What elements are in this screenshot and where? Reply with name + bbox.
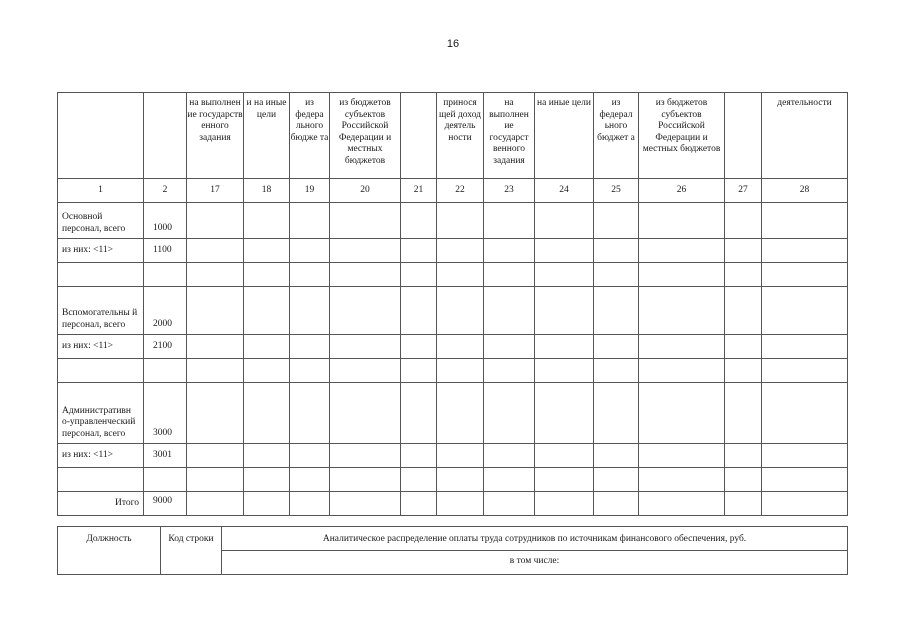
data-cell[interactable] xyxy=(401,239,437,263)
row-label xyxy=(58,263,144,287)
column-header xyxy=(58,93,144,179)
data-cell[interactable] xyxy=(535,383,594,444)
column-number-row xyxy=(58,179,848,203)
data-cell[interactable] xyxy=(330,263,401,287)
column-number: 28 xyxy=(762,179,848,203)
data-cell[interactable] xyxy=(762,468,848,492)
column-number: 17 xyxy=(187,179,244,203)
column-header: на выполнен ие государст венного задания xyxy=(484,93,535,179)
data-cell[interactable] xyxy=(639,492,725,516)
payroll-distribution-table xyxy=(57,92,848,516)
including-header: в том числе: xyxy=(222,551,848,575)
data-cell[interactable] xyxy=(639,239,725,263)
row-code: 3000 xyxy=(144,383,187,444)
data-cell[interactable] xyxy=(290,263,330,287)
row-label xyxy=(58,359,144,383)
position-column-header: Должность xyxy=(58,527,161,575)
row-label: из них: <11> xyxy=(58,335,144,359)
data-cell[interactable] xyxy=(594,383,639,444)
row-code xyxy=(144,359,187,383)
data-cell[interactable] xyxy=(437,263,484,287)
column-header xyxy=(401,93,437,179)
data-cell[interactable] xyxy=(187,492,244,516)
data-cell[interactable] xyxy=(484,492,535,516)
total-label: Итого xyxy=(58,492,144,516)
column-number: 27 xyxy=(725,179,762,203)
data-cell[interactable] xyxy=(401,203,437,239)
column-number: 22 xyxy=(437,179,484,203)
data-cell[interactable] xyxy=(330,287,401,335)
data-cell[interactable] xyxy=(401,263,437,287)
data-cell[interactable] xyxy=(330,383,401,444)
data-cell[interactable] xyxy=(330,468,401,492)
page-number: 16 xyxy=(446,38,460,50)
data-cell[interactable] xyxy=(244,383,290,444)
column-number: 26 xyxy=(639,179,725,203)
table-row xyxy=(58,239,848,263)
data-cell[interactable] xyxy=(725,492,762,516)
data-cell[interactable] xyxy=(290,383,330,444)
data-cell[interactable] xyxy=(244,239,290,263)
column-number: 20 xyxy=(330,179,401,203)
data-cell[interactable] xyxy=(535,335,594,359)
data-cell[interactable] xyxy=(437,468,484,492)
data-cell[interactable] xyxy=(437,383,484,444)
data-cell[interactable] xyxy=(594,287,639,335)
column-header-row xyxy=(58,93,848,179)
data-cell[interactable] xyxy=(187,287,244,335)
data-cell[interactable] xyxy=(725,359,762,383)
table-row xyxy=(58,203,848,239)
data-cell[interactable] xyxy=(437,359,484,383)
data-cell[interactable] xyxy=(290,203,330,239)
data-cell[interactable] xyxy=(484,203,535,239)
data-cell[interactable] xyxy=(484,444,535,468)
data-cell[interactable] xyxy=(330,239,401,263)
data-cell[interactable] xyxy=(535,203,594,239)
column-header: деятельности xyxy=(762,93,848,179)
column-number: 18 xyxy=(244,179,290,203)
data-cell[interactable] xyxy=(290,359,330,383)
column-number: 19 xyxy=(290,179,330,203)
data-cell[interactable] xyxy=(762,263,848,287)
data-cell[interactable] xyxy=(401,492,437,516)
data-cell[interactable] xyxy=(762,239,848,263)
data-cell[interactable] xyxy=(484,335,535,359)
data-cell[interactable] xyxy=(244,444,290,468)
data-cell[interactable] xyxy=(187,263,244,287)
data-cell[interactable] xyxy=(484,383,535,444)
column-header xyxy=(144,93,187,179)
row-code-column-header: Код строки xyxy=(161,527,222,575)
data-cell[interactable] xyxy=(762,203,848,239)
data-cell[interactable] xyxy=(762,383,848,444)
data-cell[interactable] xyxy=(401,359,437,383)
column-header: из федерал ьного бюджет а xyxy=(594,93,639,179)
data-cell[interactable] xyxy=(639,335,725,359)
data-cell[interactable] xyxy=(437,239,484,263)
data-cell[interactable] xyxy=(725,287,762,335)
data-cell[interactable] xyxy=(594,359,639,383)
data-cell[interactable] xyxy=(725,468,762,492)
data-cell[interactable] xyxy=(639,359,725,383)
row-label: из них: <11> xyxy=(58,239,144,263)
data-cell[interactable] xyxy=(594,203,639,239)
data-cell[interactable] xyxy=(290,335,330,359)
total-row xyxy=(58,492,848,516)
data-cell[interactable] xyxy=(401,383,437,444)
data-cell[interactable] xyxy=(725,239,762,263)
data-cell[interactable] xyxy=(535,287,594,335)
data-cell[interactable] xyxy=(244,468,290,492)
table-row xyxy=(58,359,848,383)
column-header: из бюджетов субъектов Российской Федерации и местных бюджетов xyxy=(639,93,725,179)
data-cell[interactable] xyxy=(639,468,725,492)
data-cell[interactable] xyxy=(484,287,535,335)
data-cell[interactable] xyxy=(725,383,762,444)
data-cell[interactable] xyxy=(594,335,639,359)
table-row xyxy=(58,263,848,287)
table-row xyxy=(58,383,848,444)
data-cell[interactable] xyxy=(330,359,401,383)
table-row xyxy=(58,444,848,468)
column-header: и на иные цели xyxy=(244,93,290,179)
data-cell[interactable] xyxy=(594,492,639,516)
data-cell[interactable] xyxy=(290,468,330,492)
data-cell[interactable] xyxy=(594,239,639,263)
data-cell[interactable] xyxy=(244,263,290,287)
data-cell[interactable] xyxy=(290,444,330,468)
data-cell[interactable] xyxy=(594,263,639,287)
data-cell[interactable] xyxy=(401,287,437,335)
data-cell[interactable] xyxy=(244,492,290,516)
row-label: Основной персонал, всего xyxy=(58,203,144,239)
data-cell[interactable] xyxy=(484,359,535,383)
data-cell[interactable] xyxy=(187,359,244,383)
data-cell[interactable] xyxy=(535,444,594,468)
data-cell[interactable] xyxy=(762,492,848,516)
data-cell[interactable] xyxy=(187,239,244,263)
data-cell[interactable] xyxy=(725,263,762,287)
row-code: 3001 xyxy=(144,444,187,468)
data-cell[interactable] xyxy=(762,335,848,359)
column-number: 24 xyxy=(535,179,594,203)
column-header: из федера льного бюдже та xyxy=(290,93,330,179)
column-number: 21 xyxy=(401,179,437,203)
data-cell[interactable] xyxy=(535,263,594,287)
row-code: 2000 xyxy=(144,287,187,335)
data-cell[interactable] xyxy=(437,203,484,239)
column-number: 23 xyxy=(484,179,535,203)
payroll-header-table xyxy=(57,526,848,575)
data-cell[interactable] xyxy=(762,359,848,383)
row-label: Административн о-управленческий персонал, всего xyxy=(58,383,144,444)
data-cell[interactable] xyxy=(244,203,290,239)
column-header: на выполнен ие государств енного задания xyxy=(187,93,244,179)
data-cell[interactable] xyxy=(330,203,401,239)
column-header: на иные цели xyxy=(535,93,594,179)
data-cell[interactable] xyxy=(594,444,639,468)
data-cell[interactable] xyxy=(535,239,594,263)
column-number: 1 xyxy=(58,179,144,203)
row-label: из них: <11> xyxy=(58,444,144,468)
row-code xyxy=(144,468,187,492)
data-cell[interactable] xyxy=(187,203,244,239)
data-cell[interactable] xyxy=(639,287,725,335)
data-cell[interactable] xyxy=(639,263,725,287)
data-cell[interactable] xyxy=(484,263,535,287)
data-cell[interactable] xyxy=(484,468,535,492)
data-cell[interactable] xyxy=(762,287,848,335)
data-cell[interactable] xyxy=(437,492,484,516)
data-cell[interactable] xyxy=(244,287,290,335)
data-cell[interactable] xyxy=(484,239,535,263)
column-number: 25 xyxy=(594,179,639,203)
column-header: из бюджетов субъектов Российской Федерации и местных бюджетов xyxy=(330,93,401,179)
data-cell[interactable] xyxy=(725,335,762,359)
data-cell[interactable] xyxy=(762,444,848,468)
data-cell[interactable] xyxy=(725,444,762,468)
data-cell[interactable] xyxy=(639,203,725,239)
distribution-header: Аналитическое распределение оплаты труда сотрудников по источникам финансового обеспечения, руб. xyxy=(222,527,848,551)
data-cell[interactable] xyxy=(401,444,437,468)
data-cell[interactable] xyxy=(401,468,437,492)
data-cell[interactable] xyxy=(187,383,244,444)
row-code: 1100 xyxy=(144,239,187,263)
data-cell[interactable] xyxy=(437,444,484,468)
data-cell[interactable] xyxy=(187,468,244,492)
data-cell[interactable] xyxy=(535,359,594,383)
data-cell[interactable] xyxy=(594,468,639,492)
data-cell[interactable] xyxy=(725,203,762,239)
data-cell[interactable] xyxy=(244,335,290,359)
table-row xyxy=(58,287,848,335)
data-cell[interactable] xyxy=(535,492,594,516)
data-cell[interactable] xyxy=(639,444,725,468)
data-cell[interactable] xyxy=(290,492,330,516)
data-cell[interactable] xyxy=(437,287,484,335)
column-number: 2 xyxy=(144,179,187,203)
data-cell[interactable] xyxy=(401,335,437,359)
data-cell[interactable] xyxy=(639,383,725,444)
data-cell[interactable] xyxy=(330,492,401,516)
total-code: 9000 xyxy=(144,492,187,516)
row-code: 1000 xyxy=(144,203,187,239)
data-cell[interactable] xyxy=(330,335,401,359)
row-code: 2100 xyxy=(144,335,187,359)
data-cell[interactable] xyxy=(187,335,244,359)
data-cell[interactable] xyxy=(535,468,594,492)
row-label: Вспомогательны й персонал, всего xyxy=(58,287,144,335)
row-label xyxy=(58,468,144,492)
data-cell[interactable] xyxy=(437,335,484,359)
data-cell[interactable] xyxy=(244,359,290,383)
data-cell[interactable] xyxy=(187,444,244,468)
table-row xyxy=(58,468,848,492)
column-header xyxy=(725,93,762,179)
data-cell[interactable] xyxy=(290,287,330,335)
data-cell[interactable] xyxy=(330,444,401,468)
column-header: принося щей доход деятель ности xyxy=(437,93,484,179)
row-code xyxy=(144,263,187,287)
table-row xyxy=(58,335,848,359)
data-cell[interactable] xyxy=(290,239,330,263)
